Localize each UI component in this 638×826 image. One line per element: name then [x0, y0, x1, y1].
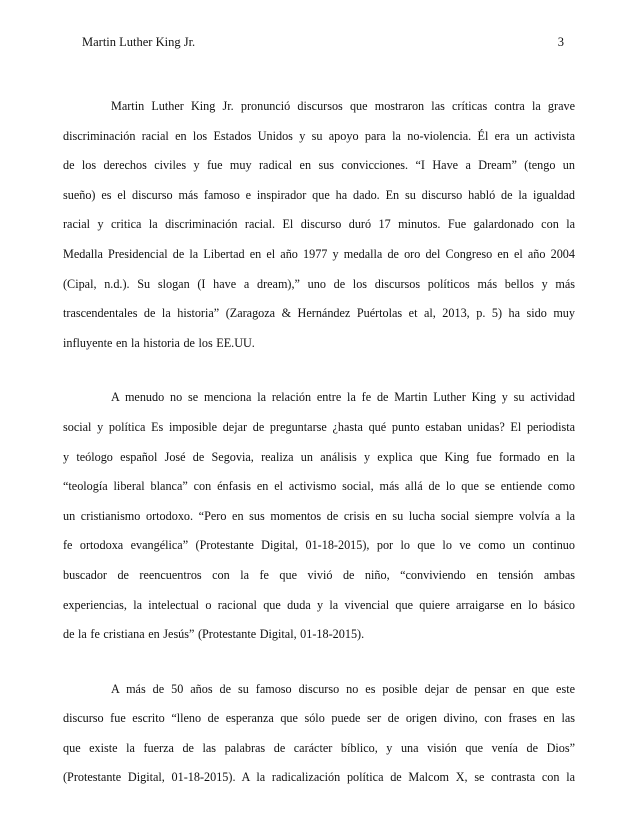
text-line: que existe la fuerza de las palabras de carácter bíblico, y una visión que venía de Dios”	[63, 740, 575, 755]
text-line: y teólogo español José de Segovia, realiza un análisis y explica que King fue formado en la	[63, 449, 575, 464]
text-line: A más de 50 años de su famoso discurso no es posible dejar de pensar en que este	[111, 681, 575, 696]
running-head: Martin Luther King Jr.	[82, 35, 196, 49]
text-line: racial y critica la discriminación racial. El discurso duró 17 minutos. Fue galardonado con la	[63, 217, 575, 232]
text-line: Martin Luther King Jr. pronunció discursos que mostraron las críticas contra la grave	[111, 99, 575, 113]
text-line: A menudo no se menciona la relación entre la fe de Martin Luther King y su actividad	[111, 390, 575, 405]
text-line: de los derechos civiles y fue muy radical en sus convicciones. “I Have a Dream” (tengo un	[63, 158, 575, 173]
text-line: experiencias, la intelectual o racional que duda y la vivencial que quiere arraigarse en lo básico	[63, 597, 575, 612]
text-line: buscador de reencuentros con la fe que vivió de niño, “conviviendo en tensión ambas	[63, 567, 575, 582]
text-line: de la fe cristiana en Jesús” (Protestante Digital, 01-18-2015).	[63, 627, 365, 642]
text-line: trascendentales de la historia” (Zaragoza & Hernández Puértolas et al, 2013, p. 5) ha sido muy	[63, 306, 575, 321]
paragraph-1	[63, 92, 575, 358]
text-line: “teología liberal blanca” con énfasis en el activismo social, más allá de lo que se entiende como	[63, 479, 575, 494]
text-line: discurso fue escrito “lleno de esperanza que sólo puede ser de origen divino, con frases en las	[63, 711, 575, 726]
text-line: (Protestante Digital, 01-18-2015). A la radicalización política de Malcom X, se contrasta con la	[63, 770, 575, 785]
text-line: discriminación racial en los Estados Unidos y su apoyo para la no-violencia. Él era un activista	[63, 128, 575, 143]
text-line: (Cipal, n.d.). Su slogan (I have a dream),” uno de los discursos políticos más bellos y más	[63, 276, 575, 291]
text-line: influyente en la historia de los EE.UU.	[63, 335, 255, 350]
body-text	[63, 92, 575, 793]
text-line: sueño) es el discurso más famoso e inspirador que ha dado. En su discurso habló de la igualdad	[63, 187, 575, 202]
paragraph-3	[63, 675, 575, 793]
page-number: 3	[557, 35, 564, 49]
text-line: fe ortodoxa evangélica” (Protestante Digital, 01-18-2015), por lo que lo ve como un continuo	[63, 538, 575, 553]
text-line: social y política Es imposible dejar de preguntarse ¿hasta qué punto estaban unidas? El periodista	[63, 419, 575, 434]
paragraph-2	[63, 383, 575, 649]
text-line: un cristianismo ortodoxo. “Pero en sus momentos de crisis en su lucha social siempre volvía a la	[63, 508, 575, 523]
text-line: Medalla Presidencial de la Libertad en el año 1977 y medalla de oro del Congreso en el año 2004	[63, 246, 575, 261]
